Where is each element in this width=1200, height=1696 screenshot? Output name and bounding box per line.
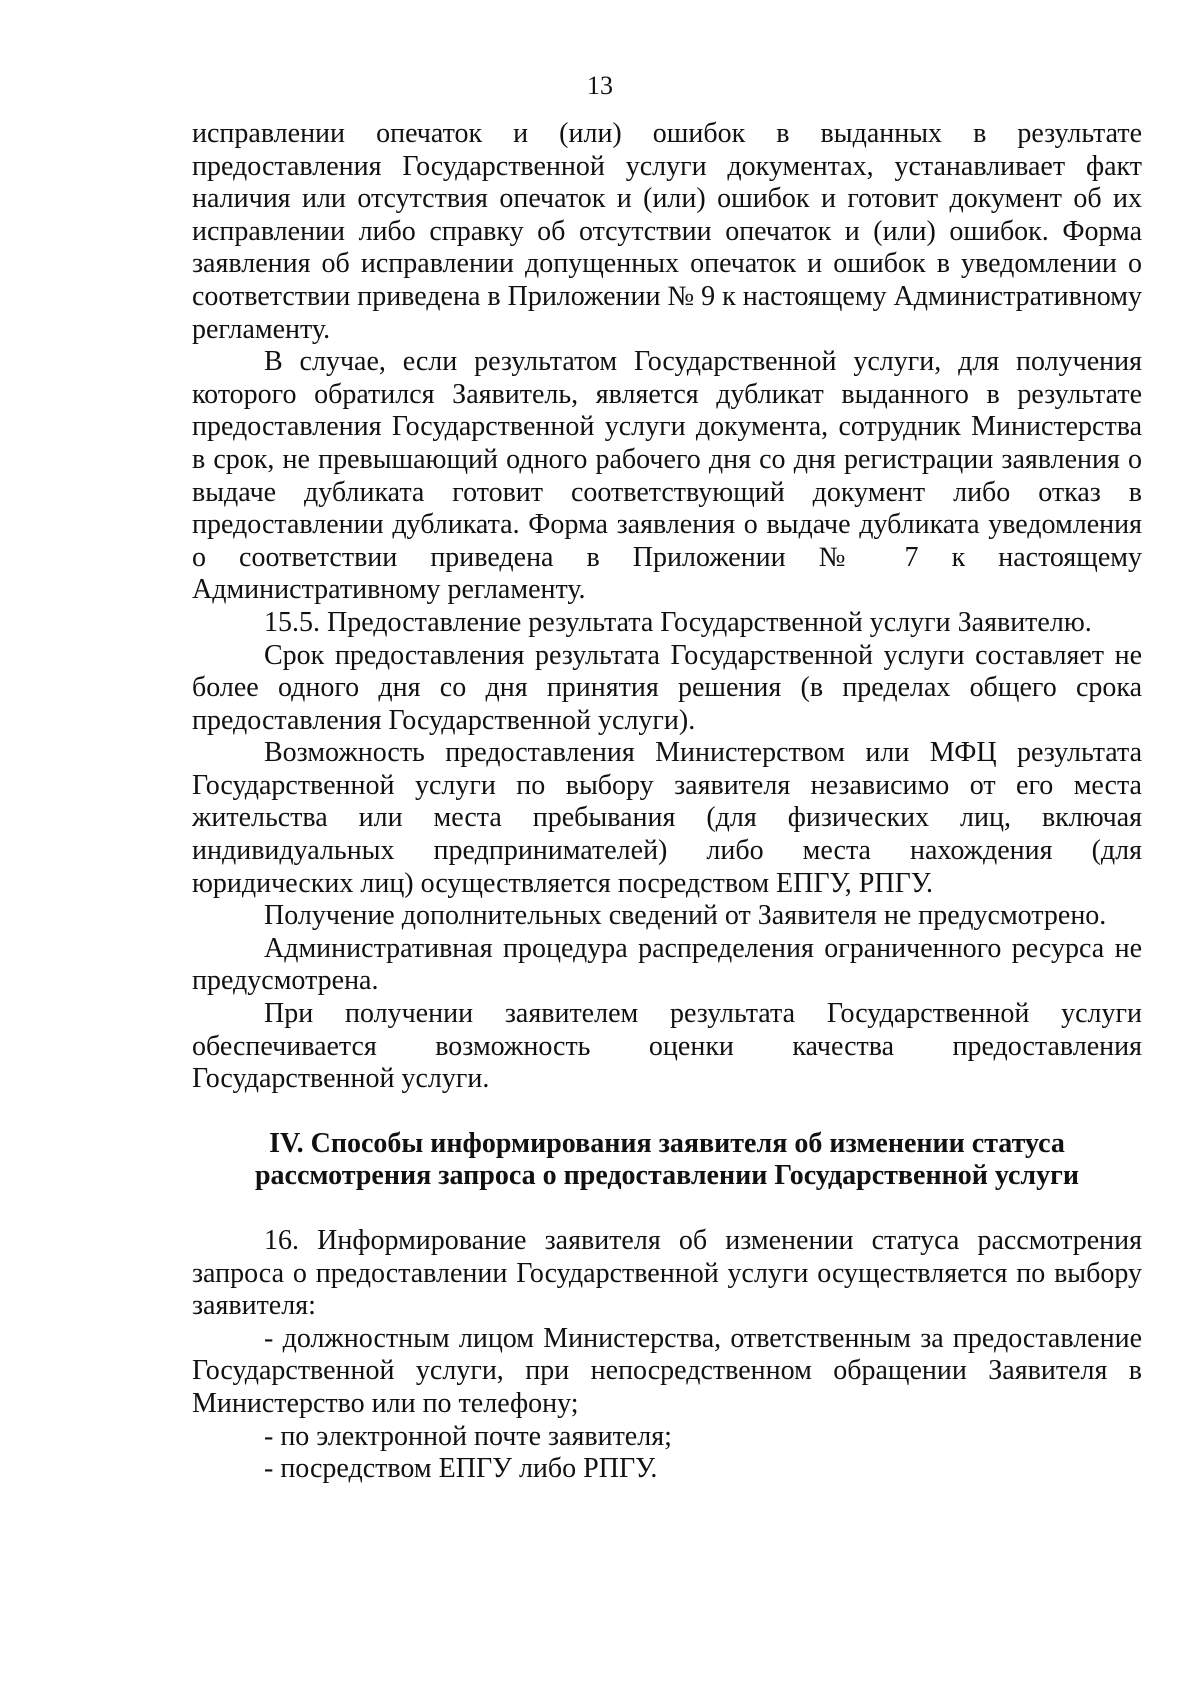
page-number: 13 bbox=[587, 71, 613, 100]
paragraph-continuation: исправлении опечаток и (или) ошибок в выданных в результате предоставления Государственной услуги документах, устанавливает факт наличия или отсутствия опечаток и (или) ошибок и готовит документ об их исправлении либо справку об отсутствии опечаток и (или) ошибок. Форма заявления об исправлении допущенных опечаток и ошибок в уведомлении о соответствии приведена в Приложении № 9 к настоящему Административному регламенту. bbox=[192, 118, 1142, 345]
paragraph-possibility: Возможность предоставления Министерством или МФЦ результата Государственной услуги по выбору заявителя независимо от его места жительства или места пребывания (для физических лиц, включая индивидуальных предпринимателей) либо места нахождения (для юридических лиц) осуществляется посредством ЕПГУ, РПГУ. bbox=[192, 737, 1142, 899]
list-item: - посредством ЕПГУ либо РПГУ. bbox=[264, 1453, 658, 1485]
section-heading bbox=[192, 1128, 1142, 1193]
list-item: - должностным лицом Министерства, ответственным за предоставление Государственной услуги, при непосредственном обращении Заявителя в Министерство или по телефону; bbox=[192, 1322, 1142, 1419]
paragraph-additional-info: Получение дополнительных сведений от Заявителя не предусмотрено. bbox=[264, 900, 1107, 932]
paragraph-15-5: 15.5. Предоставление результата Государственной услуги Заявителю. bbox=[264, 606, 1092, 638]
paragraph-16: 16. Информирование заявителя об изменении статуса рассмотрения запроса о предоставлении Государственной услуги осуществляется по выбору заявителя: bbox=[192, 1225, 1142, 1322]
section-heading-line-1: IV. Способы информирования заявителя об изменении статуса bbox=[269, 1127, 1065, 1159]
paragraph-term: Срок предоставления результата Государственной услуги составляет не более одного дня со дня принятия решения (в пределах общего срока предоставления Государственной услуги). bbox=[192, 639, 1142, 736]
paragraph-resource: Административная процедура распределения ограниченного ресурса не предусмотрена. bbox=[192, 932, 1142, 997]
paragraph-duplicate: В случае, если результатом Государственной услуги, для получения которого обратился Заявитель, является дубликат выданного в результате предоставления Государственной услуги документа, сотрудник Министерства в срок, не превышающий одного рабочего дня со дня регистрации заявления о выдаче дубликата готовит соответствующий документ либо отказ в предоставлении дубликата. Форма заявления о выдаче дубликата уведомления о соответствии приведена в Приложении № 7 к настоящему Административному регламенту. bbox=[192, 346, 1142, 606]
list-item: - по электронной почте заявителя; bbox=[264, 1420, 672, 1452]
document-body bbox=[192, 118, 1142, 1486]
paragraph-quality: При получении заявителем результата Государственной услуги обеспечивается возможность оценки качества предоставления Государственной услуги. bbox=[192, 998, 1142, 1095]
section-heading-line-2: рассмотрения запроса о предоставлении Государственной услуги bbox=[254, 1160, 1079, 1192]
